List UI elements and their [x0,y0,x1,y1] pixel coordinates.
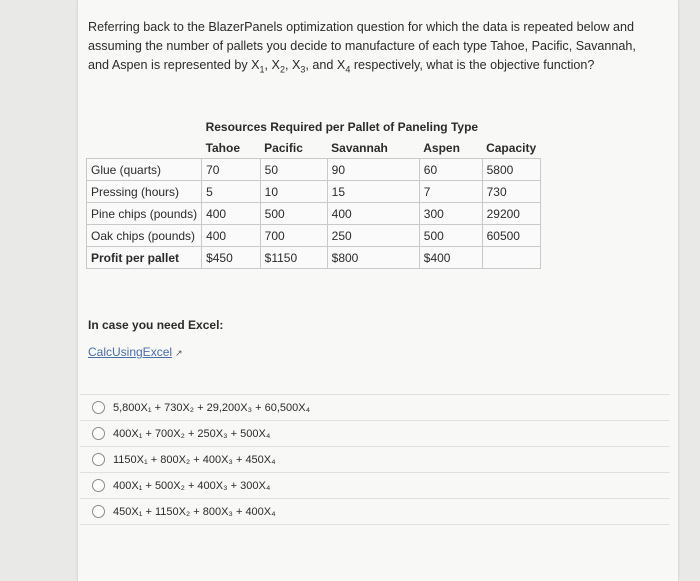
table-cell: 730 [482,181,540,203]
excel-link[interactable]: CalcUsingExcel ↗ [88,345,183,359]
table-cell: 5800 [482,159,540,181]
row-label: Pine chips (pounds) [87,203,202,225]
answer-option[interactable] [80,472,670,498]
table-cell: $800 [327,247,419,269]
table-cell: 50 [260,159,327,181]
radio-button[interactable] [92,505,105,518]
table-cell: 29200 [482,203,540,225]
radio-button[interactable] [92,427,105,440]
table-cell [482,247,540,269]
col-aspen: Aspen [423,140,460,155]
option-label: 400X₁ + 700X₂ + 250X₃ + 500X₄ [113,427,271,440]
table-cell: 60500 [482,225,540,247]
radio-button[interactable] [92,401,105,414]
radio-button[interactable] [92,479,105,492]
table-cell: 15 [327,181,419,203]
table-cell: 70 [202,159,261,181]
table-cell: 60 [419,159,482,181]
table-cell: 400 [327,203,419,225]
radio-button[interactable] [92,453,105,466]
row-label: Glue (quarts) [87,159,202,181]
row-label: Pressing (hours) [87,181,202,203]
table-cell: 10 [260,181,327,203]
group-header: Resources Required per Pallet of Paneling Type [205,119,479,134]
col-savannah: Savannah [331,140,388,155]
answer-options [80,394,670,525]
table-cell: 7 [419,181,482,203]
table-cell: 500 [260,203,327,225]
question-line-2: assuming the number of pallets you decide to manufacture of each type Tahoe, Pacific, Savannah, [88,39,636,53]
table-cell: 400 [202,225,261,247]
option-label: 400X₁ + 500X₂ + 400X₃ + 300X₄ [113,479,271,492]
table-cell: 400 [202,203,261,225]
col-capacity: Capacity [486,140,537,155]
answer-option[interactable] [80,498,670,525]
question-line-3: and Aspen is represented by $X_1$, $X_2$, $X_3$, and $X_4$ respectively, what is the objective function? [88,58,595,75]
row-label: Oak chips (pounds) [87,225,202,247]
table-cell: 700 [260,225,327,247]
table-row [87,181,541,203]
table-row [87,159,541,181]
table-row [87,203,541,225]
answer-option[interactable] [80,394,670,420]
table-cell: 250 [327,225,419,247]
answer-option[interactable] [80,420,670,446]
col-tahoe: Tahoe [205,140,241,155]
table-row [87,247,541,269]
option-label: 450X₁ + 1150X₂ + 800X₃ + 400X₄ [113,505,276,518]
question-text [88,18,648,80]
external-link-icon: ↗ [175,348,183,358]
table-cell: 5 [202,181,261,203]
answer-option[interactable] [80,446,670,472]
table-cell: $450 [202,247,261,269]
table-cell: 90 [327,159,419,181]
table-cell: 500 [419,225,482,247]
table-cell: $1150 [260,247,327,269]
table-row [87,225,541,247]
resource-table [86,116,541,269]
option-label: 5,800X₁ + 730X₂ + 29,200X₃ + 60,500X₄ [113,401,311,414]
option-label: 1150X₁ + 800X₂ + 400X₃ + 450X₄ [113,453,276,466]
question-line-1: Referring back to the BlazerPanels optimization question for which the data is repeated below and [88,20,635,34]
row-label: Profit per pallet [87,247,202,269]
table-cell: $400 [419,247,482,269]
excel-label: In case you need Excel: [88,318,224,332]
col-pacific: Pacific [264,140,303,155]
table-cell: 300 [419,203,482,225]
